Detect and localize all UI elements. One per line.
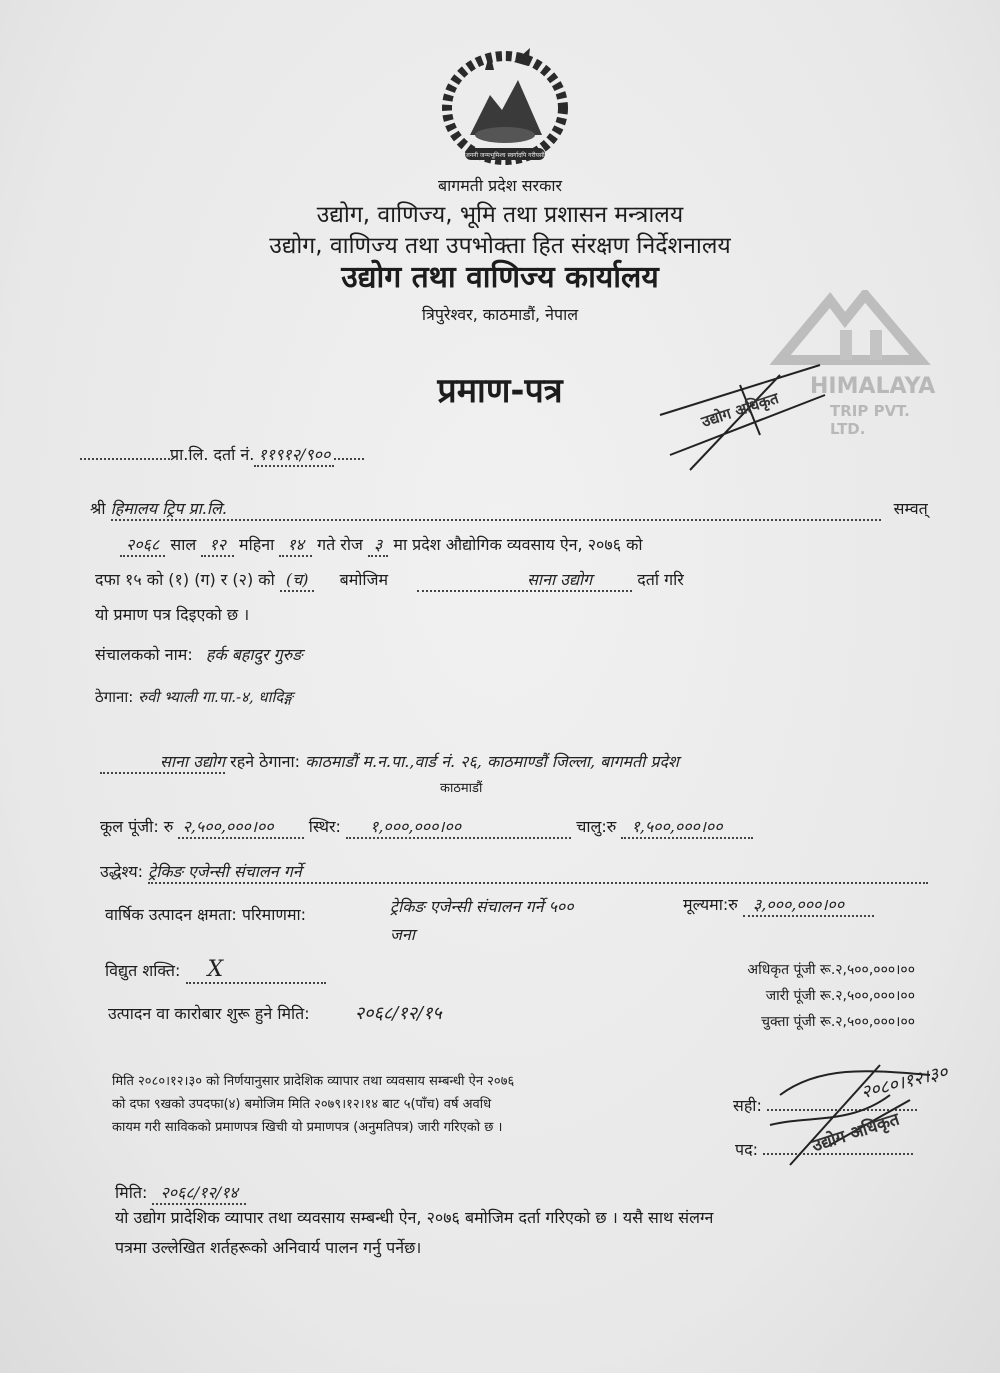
header-ministry: उद्योग, वाणिज्य, भूमि तथा प्रशासन मन्त्रालय: [316, 202, 684, 228]
capacity-value: ट्रेकिङ एजेन्सी संचालन गर्ने ५००: [390, 897, 574, 916]
fixed-capital-value: १,०००,०००।००: [346, 815, 571, 839]
power-row: [105, 957, 326, 984]
paidup-capital: चुक्ता पूंजी रू.२,५००,०००।००: [761, 1014, 915, 1030]
header-office: उद्योग तथा वाणिज्य कार्यालय: [341, 260, 659, 295]
watermark-sub: TRIP PVT. LTD.: [830, 402, 910, 438]
weekday-value: ३: [368, 533, 388, 557]
section-text: दफा १५ को (१) (ग) र (२) को: [95, 570, 275, 589]
year-value: २०६८: [120, 533, 165, 557]
capacity-unit: जना: [390, 925, 415, 944]
operator-name-label: संचालकको नाम:: [95, 645, 193, 664]
month-value: १२: [201, 533, 234, 557]
header-government: बागमती प्रदेश सरकार: [437, 176, 563, 195]
registration-row: [80, 443, 364, 467]
act-text: मा प्रदेश औद्योगिक व्यवसाय ऐन, २०७६ को: [393, 535, 643, 554]
renewal-note: [112, 1070, 514, 1139]
power-label: विद्युत शक्ति:: [105, 961, 181, 980]
fixed-capital-label: स्थिर:: [308, 817, 341, 836]
objective-row: [100, 860, 928, 884]
footer-note: [115, 1203, 713, 1263]
gate-roj-label: गते रोज: [317, 535, 363, 554]
issue-date-row: [115, 1181, 246, 1205]
shree-label: श्री: [90, 499, 106, 518]
top-officer-stamp: उद्योग अधिकृत: [699, 389, 781, 431]
start-date-row: [108, 1001, 442, 1025]
paid-capital-block: [700, 957, 915, 1035]
objective-value: ट्रेकिङ एजेन्सी संचालन गर्ने: [148, 862, 302, 881]
officer-stamp: उद्योग अधिकृत: [809, 1109, 902, 1157]
total-capital-label: कूल पूंजी: रु: [100, 817, 174, 836]
header-department: उद्योग, वाणिज्य तथा उपभोक्ता हित संरक्षण निर्देशनालय: [269, 233, 731, 259]
company-name: हिमालय ट्रिप प्रा.लि.: [110, 499, 227, 518]
operator-name-value: हर्क बहादुर गुरुङ: [205, 645, 303, 664]
total-capital-value: २,५००,०००।००: [178, 815, 303, 839]
location-value: काठमाडौं म.न.पा.,वार्ड नं. २६, काठमाण्डौं जिल्ला, बागमती प्रदेश: [305, 752, 679, 771]
location-sub: काठमाडौं: [440, 781, 483, 796]
renewal-line-1: मिति २०८०।१२।३० को निर्णयानुसार प्रादेशिक व्यापार तथा व्यवसाय सम्बन्धी ऐन २०७६: [112, 1074, 515, 1089]
date-line: [120, 533, 643, 557]
day-value: १४: [279, 533, 312, 557]
renewal-line-2: को दफा ९खको उपदफा(४) बमोजिम मिति २०७९।१२।१४ बाट ५(पाँच) वर्ष अवधि: [112, 1097, 492, 1112]
start-date-value: २०६८/१२/१५: [354, 1003, 442, 1024]
certificate-title: प्रमाण-पत्र: [437, 371, 563, 411]
footer-line-1: यो उद्योग प्रादेशिक व्यापार तथा व्यवसाय सम्बन्धी ऐन, २०७६ बमोजिम दर्ता गरिएको छ । यसै साथ संलग्न: [115, 1208, 714, 1227]
mahina-label: महिना: [239, 535, 275, 554]
post-label: पद:: [735, 1140, 758, 1159]
operator-address-row: [95, 687, 293, 707]
sign-label: सही:: [733, 1096, 762, 1115]
industry-type: साना उद्योग: [417, 568, 632, 592]
operator-address-value: रुवी भ्याली गा.पा.-४, धादिङ्ग: [138, 688, 293, 706]
darta-gari-label: दर्ता गरि: [637, 570, 684, 589]
capacity-label: वार्षिक उत्पादन क्षमता: परिमाणमा:: [105, 905, 307, 924]
location-label: रहने ठेगाना:: [230, 752, 301, 771]
current-capital-value: १,५००,०००।००: [621, 815, 752, 839]
capacity-worth-row: [683, 893, 874, 917]
location-row: [100, 750, 679, 774]
operator-name-row: [95, 643, 302, 665]
location-prefix: साना उद्योग: [160, 752, 226, 771]
bamojim-label: बमोजिम: [339, 570, 389, 589]
header-address: त्रिपुरेश्वर, काठमाडौं, नेपाल: [421, 305, 579, 324]
operator-address-label: ठेगाना:: [95, 688, 134, 706]
objective-label: उद्धेश्य:: [100, 862, 144, 881]
footer-line-2: पत्रमा उल्लेखित शर्तहरूको अनिवार्य पालन गर्नु पर्नेछ।: [115, 1238, 422, 1257]
issue-date-label: मिति:: [115, 1183, 148, 1202]
capacity-row: [105, 903, 306, 925]
issued-capital: जारी पूंजी रू.२,५००,०००।००: [765, 988, 915, 1004]
power-value: X: [186, 957, 326, 984]
registration-label: प्रा.लि. दर्ता नं.: [170, 445, 255, 464]
issued-text: यो प्रमाण पत्र दिइएको छ ।: [95, 605, 250, 624]
samvat-label: सम्वत्: [893, 499, 928, 518]
emblem-motto: जननी जन्मभूमिश्च स्वर्गादपि गरीयसी: [465, 152, 545, 159]
subsection-value: (च): [280, 568, 315, 592]
current-capital-label: चालु:रु: [576, 817, 617, 836]
issue-date-value: २०६८/१२/१४: [152, 1181, 245, 1205]
capacity-worth-label: मूल्यमा:रु: [683, 895, 738, 914]
capacity-worth-value: ३,०००,०००।००: [743, 893, 874, 917]
saal-label: साल: [170, 535, 197, 554]
section-line: [95, 568, 684, 592]
start-date-label: उत्पादन वा कारोबार शुरू हुने मिति:: [108, 1004, 310, 1023]
renewal-line-3: कायम गरी साविकको प्रमाणपत्र खिची यो प्रमाणपत्र (अनुमतिपत्र) जारी गरिएको छ ।: [112, 1120, 503, 1135]
watermark-brand: HIMALAYA: [810, 374, 936, 399]
nepal-emblem: [430, 40, 580, 170]
signature-date: २०८०।१२।३०: [858, 1061, 950, 1104]
company-line: [90, 497, 928, 521]
capacity-value-block: [390, 895, 574, 945]
emblem-icon: [430, 40, 580, 170]
registration-value: ११९१२/९००: [254, 443, 334, 467]
capital-row: [100, 815, 753, 839]
authorized-capital: अधिकृत पूंजी रू.२,५००,०००।००: [747, 962, 915, 978]
